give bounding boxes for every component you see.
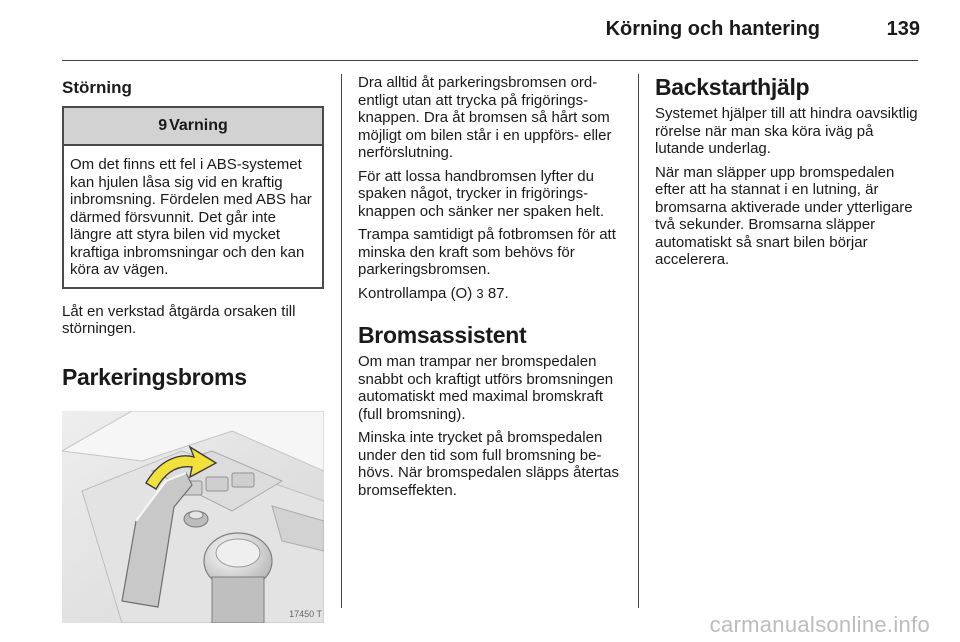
warning-text: Om det finns ett fel i ABS-systemet kan hjulen låsa sig vid en kraftig inbromsning. Fördelen med ABS har därmed försvunnit. Det går inte längre att styra bilen vid mycket kraftiga inbromsningar och den kan köra av vägen. [70, 156, 312, 278]
parking-brake-drawing [62, 411, 324, 623]
lamp-label: Kontrollampa [358, 284, 447, 302]
warning-triangle-icon: 9 [158, 117, 168, 134]
paragraph-brake-assist: Om man trampar ner bromspedalen snabbt och kraftigt utförs bromsningen automatiskt med maximal bromskraft (full bromsning). [358, 353, 614, 423]
paragraph-apply-brake: Dra alltid åt parkeringsbromsen ordentligt utan att trycka på frigöringsknappen. Dra åt bromsen så hårt som möjligt om bilen står i en uppförs- eller nerförslutning. [358, 74, 612, 161]
section-title-parkeringsbroms: Parkeringsbroms [62, 363, 247, 390]
header-rule [62, 60, 918, 61]
illustration-code: 17450 T [289, 608, 322, 619]
warning-label: Varning [169, 117, 228, 134]
paragraph-hill-start-function: När man släpper upp bromspedalen efter att ha stannat i en lutning, är bromsarna aktiverade under ytterligare två sekunder. Bromsarna släpper automatiskt så snart bilen börjar accelerera. [655, 163, 913, 268]
section-title-backstarthjalp: Backstarthjälp [655, 74, 810, 100]
page-reference[interactable]: 87. [487, 284, 509, 302]
paragraph-foot-brake: Trampa samtidigt på fotbromsen för att minska den kraft som behövs för parkeringsbromsen. [358, 226, 616, 278]
paragraph-warning-lamp [358, 285, 622, 303]
column-2 [358, 74, 622, 505]
paragraph-hill-start-purpose: Systemet hjälper till att hindra oavsiktlig rörelse när man ska köra iväg på lutande underlag. [655, 105, 918, 157]
subheading-storning: Störning [62, 78, 132, 97]
watermark-text: carmanualsonline.info [709, 612, 930, 637]
page-reference-arrow-icon: 3 [476, 285, 484, 301]
brake-warning-lamp-icon: (O) [450, 284, 473, 302]
page-number: 139 [886, 18, 920, 40]
warning-header [64, 108, 322, 146]
running-head-title: Körning och hantering [605, 18, 820, 40]
column-divider-2 [638, 74, 639, 608]
column-divider-1 [341, 74, 342, 608]
paragraph-brake-assist-release: Minska inte trycket på bromspedalen under den tid som full bromsning behövs. När bromspedalen släpps återtas bromseffekten. [358, 429, 619, 499]
column-1 [62, 74, 324, 623]
paragraph-release-brake: För att lossa handbromsen lyfter du spaken något, trycker in frigöringsknappen och sänker ner spaken helt. [358, 167, 604, 220]
section-title-bromsassistent: Bromsassistent [358, 322, 527, 348]
column-3 [655, 74, 921, 275]
parking-brake-illustration [62, 411, 324, 623]
paragraph-workshop: Låt en verkstad åtgärda orsaken till störningen. [62, 302, 296, 337]
warning-box [62, 106, 324, 289]
